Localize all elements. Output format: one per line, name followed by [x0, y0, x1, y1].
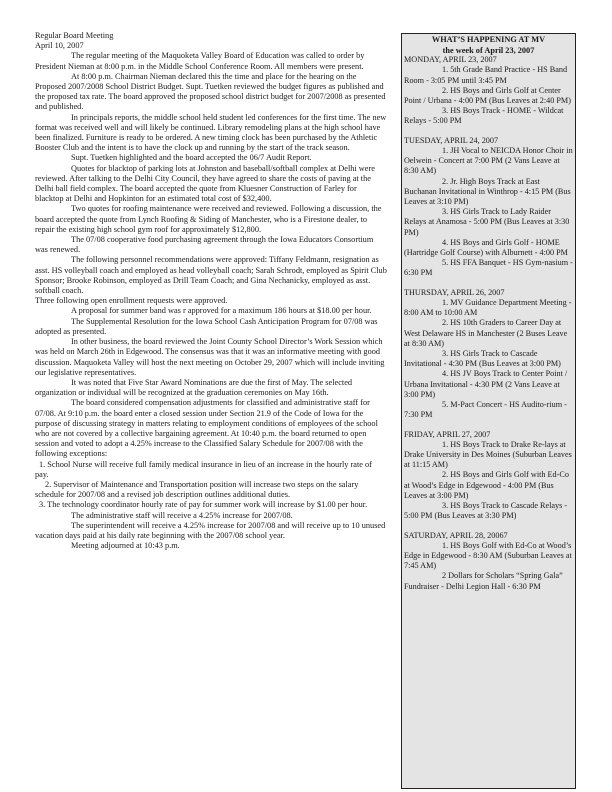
whats-happening-subheading: the week of April 23, 2007 [442, 45, 535, 55]
schedule-item: 5. M-Pact Concert - HS Audito-rium - 7:30 PM [404, 400, 567, 420]
schedule-day [404, 430, 573, 522]
schedule-item: 3. HS Girls Track to Lady Raider Relays at Anamosa - 5:00 PM (Bus Leaves at 3:30 PM) [404, 207, 570, 237]
minutes-paragraph: 3. The technology coordinator hourly rate of pay for summer work will increase by $1.00 per hour. [39, 500, 368, 510]
minutes-paragraph: 1. School Nurse will receive full family medical insurance in lieu of an increase in the hourly rate of pay. [35, 459, 372, 479]
minutes-paragraph: Meeting adjourned at 10:43 p.m. [71, 541, 180, 551]
whats-happening-heading: WHAT’S HAPPENING AT MV [431, 35, 546, 44]
schedule-item: 3. HS Boys Track - HOME - Wildcat Relays - 5:00 PM [404, 106, 564, 126]
schedule-item: 2. HS 10th Graders to Career Day at West Delaware HS in Manchester (2 Buses Leave at 8:30 AM) [404, 318, 568, 348]
schedule-day-label: SATURDAY, APRIL 28, 20067 [404, 530, 508, 540]
minutes-paragraph: Quotes for blacktop of parking lots at Johnston and baseball/softball complex at Delhi were reviewed. After talking to the Delhi City Council, they have agreed to share the costs of paving at the Delhi ball field complex. The board accepted the quote from Kluesner Construction of Farley for blacktop at Delhi and Hopkinton for an estimated total cost of $32,400. [35, 163, 375, 204]
minutes-paragraph: Supt. Tuetken highlighted and the board accepted the 06/7 Audit Report. [71, 153, 312, 163]
minutes-paragraph: It was noted that Five Star Award Nominations are due the first of May. The selected organization or individual will be recognized at the graduation ceremonies on May 16th. [35, 377, 353, 398]
schedule-day [404, 136, 573, 279]
minutes-paragraph: The superintendent will receive a 4.25% increase for 2007/08 and will receive up to 10 unused vacation days paid at his daily rate beginning with the 2007/08 school year. [35, 520, 386, 540]
schedule-day [404, 55, 573, 126]
minutes-title: Regular Board Meeting [35, 31, 114, 40]
minutes-paragraph: Three following open enrollment requests were approved. [35, 296, 228, 306]
minutes-paragraph: Two quotes for roofing maintenance were received and reviewed. Following a discussion, the board accepted the quote from Lynch Roofing & Siding of Manchester, who is a Firestone dealer, to repair the existing high school gym roof for approximately $12,800. [35, 204, 382, 234]
minutes-date: April 10, 2007 [35, 41, 84, 51]
schedule-item: 2 Dollars for Scholars “Spring Gala” Fundraiser - Delhi Legion Hall - 6:30 PM [404, 571, 563, 591]
schedule-day-label: FRIDAY, APRIL 27, 2007 [404, 429, 491, 439]
minutes-paragraph: At 8:00 p.m. Chairman Nieman declared this the time and place for the hearing on the Proposed 2007/2008 School District Budget. Supt. Tuetken reviewed the budget figures as published and the proposed tax rate. The board approved the proposed school district budget for 2007/2008 as presented and published. [35, 71, 386, 112]
minutes-paragraph: The following personnel recommendations were approved: Tiffany Feldmann, resignation as asst. HS volleyball coach and employed as head volleyball coach; Sarah Schrodt, employed as Spirit Club Sponsor; Brooke Robinson, employed as Drill Team Coach; and Gina Nechanicky, employed as asst. softball coach. [35, 255, 387, 296]
schedule-day [404, 288, 573, 421]
schedule-item: 2. HS Boys and Girls Golf with Ed-Co at Wood’s Edge in Edgewood - 4:00 PM (Bus Leaves at 3:00 PM) [404, 470, 569, 500]
schedule-day-label: THURSDAY, APRIL 26, 2007 [404, 287, 505, 297]
minutes-paragraph: In other business, the board reviewed the Joint County School Director’s Work Session which was held on March 26th in Edgewood. The consensus was that it was an informative meeting with good discussion. Maquoketa Valley will host the next meeting on October 29, 2007 which will include inviting our legislative representatives. [35, 337, 385, 377]
schedule-day-label: MONDAY, APRIL 23, 2007 [404, 55, 497, 65]
schedule-item: 1. 5th Grade Band Practice - HS Band Room - 3:05 PM until 3:45 PM [404, 65, 568, 85]
schedule-item: 2. HS Boys and Girls Golf at Center Point / Urbana - 4:00 PM (Bus Leaves at 2:40 PM) [404, 85, 571, 105]
schedule-day-label: TUESDAY, APRIL 24, 2007 [404, 135, 499, 145]
schedule-day [404, 531, 573, 592]
schedule-item: 4. HS Boys and Girls Golf - HOME (Hartridge Golf Course) with Alburnett - 4:00 PM [404, 237, 568, 258]
schedule-item: 3. HS Girls Track to Cascade Invitational - 4:30 PM (Bus Leaves at 3:00 PM) [404, 349, 561, 369]
minutes-paragraph: The 07/08 cooperative food purchasing agreement through the Iowa Educators Consortium was renewed. [35, 235, 374, 255]
minutes-paragraph: The regular meeting of the Maquoketa Valley Board of Education was called to order by President Nieman at 8:00 p.m. in the Middle School Conference Room. All members were present. [35, 51, 365, 71]
schedule-item: 1. HS Boys Track to Drake Re-lays at Drake University in Des Moines (Suburban Leaves at 11:15 AM) [404, 439, 572, 470]
schedule-item: 1. JH Vocal to NEICDA Honor Choir in Oelwein - Concert at 7:00 PM (2 Vans Leave at 8:30 AM) [404, 146, 573, 176]
schedule-item: 1. MV Guidance Department Meeting - 8:00 AM to 10:00 AM [404, 298, 572, 318]
board-minutes [35, 31, 387, 551]
schedule-item: 2. Jr. High Boys Track at East Buchanan Invitational in Winthrop - 4:15 PM (Bus Leaves at 3:10 PM) [404, 176, 571, 207]
whats-happening-box [401, 33, 576, 789]
schedule-item: 4. HS JV Boys Track to Center Point / Urbana Invitational - 4:30 PM (2 Vans Leave at 3:00 PM) [404, 369, 568, 399]
minutes-paragraph: 2. Supervisor of Maintenance and Transportation position will increase two steps on the salary schedule for 2007/08 and a revised job description outlines additional duties. [35, 479, 359, 500]
minutes-paragraph: The administrative staff will receive a 4.25% increase for 2007/08. [71, 510, 293, 520]
minutes-paragraph: A proposal for summer band was r approved for a maximum 186 hours at $18.00 per hour. [71, 306, 372, 316]
schedule-item: 3. HS Boys Track to Cascade Relays - 5:00 PM (Bus Leaves at 3:30 PM) [404, 501, 568, 521]
minutes-body [35, 51, 387, 551]
minutes-paragraph: The Supplemental Resolution for the Iowa School Cash Anticipation Program for 07/08 was adopted as presented. [35, 316, 378, 336]
minutes-paragraph: In principals reports, the middle school held student led conferences for the first time. The new format was received well and will likely be continued. Library remodeling plans at the high school have been finalized. Furniture is ready to be ordered. A new timing clock has been purchased by the Athletic Booster Club and the intent is to have the clock up and running by the start of the track season. [35, 112, 387, 153]
schedule-days [402, 55, 575, 592]
schedule-item: 1. HS Boys Golf with Ed-Co at Wood’s Edge in Edgewood - 8:30 AM (Suburban Leaves at 7:45 AM) [404, 540, 572, 571]
minutes-paragraph: The board considered compensation adjustments for classified and administrative staff for 07/08. At 9:10 p.m. the board enter a closed session under Section 21.9 of the Code of Iowa for the purpose of discussing strategy in matters relating to employment conditions of employees of the school who are not covered by a collective bargaining agreement. At 10:40 p.m. the board returned to open session and voted to adopt a 4.25% increase to the Classified Salary Schedule for 2007/08 with the following exceptions: [35, 398, 378, 459]
schedule-item: 5. HS FFA Banquet - HS Gym-nasium - 6:30 PM [404, 258, 573, 278]
